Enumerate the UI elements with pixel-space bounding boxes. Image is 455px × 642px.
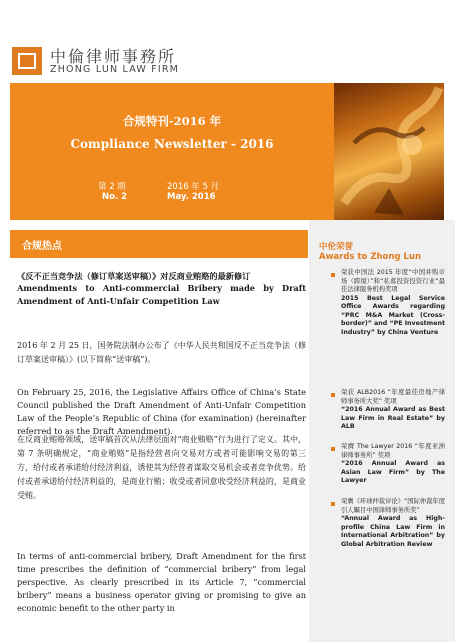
dragon-sculpture-image: [334, 83, 444, 220]
paragraph-cn-1: 2016 年 2 月 25 日，国务院法制办公布了《中华人民共和国反不正当竞争法（修订草案送审稿）》(以下简称“送审稿”)。: [17, 341, 306, 364]
paragraph-cn-2: 在反商业贿赂领域，送审稿首次从法律层面对“商业贿赂”行为进行了定义。其中，第 7 条明确规定，“商业贿赂”是指经营者向交易对方或者可能影响交易的第三方，给付或者承诺给付经济利益，诱使其为经营者谋取交易机会或者竞争优势。给付或者承诺给付经济利益的，是商业行贿；收受或者同意收受经济利益的，是商业受贿。: [17, 435, 306, 500]
brand-name-cn: 中倫律师事務所: [50, 47, 177, 66]
paragraph-en-2: In terms of anti-commercial bribery, Draft Amendment for the first time prescribes the definition of “commercial bribery” from legal perspective. As clearly prescribed in its Article 7, “commercial bribery” means a business operator giving or promising to give an economic benefit to the other party in: [17, 551, 306, 613]
issue-number-en: No. 2: [102, 192, 128, 202]
award-bullet-icon: [331, 447, 335, 451]
award-cn: 荣膺 The Lawyer 2016 “年度亚洲律师事务所” 奖项: [341, 443, 445, 459]
award-bullet-icon: [331, 502, 335, 506]
issue-number-cn: 第 2 期: [98, 182, 126, 192]
award-item: [341, 498, 445, 549]
logo-icon: [12, 47, 42, 75]
sidebar-title-cn: 中伦荣誉: [319, 242, 354, 252]
article-title-en: Amendments to Anti-commercial Bribery made by Draft Amendment of Anti-Unfair Competition Law: [17, 283, 306, 306]
newsletter-title-cn: 合规特刊-2016 年: [122, 114, 222, 128]
award-cn: 荣获 ALB2016 “年度最佳房地产律师事务所大奖” 奖项: [341, 389, 445, 405]
award-cn: 荣膺《环球仲裁评论》“国际仲裁年度引人瞩目中国律师事务所奖”: [341, 498, 446, 514]
award-item: [341, 389, 445, 432]
issue-date-cn: 2016 年 5 月: [167, 182, 220, 192]
award-cn: 荣获中国法 2015 年度“中国并购市场（跨境）”和“私募投资投资行业”最佳法律服务机构奖项: [341, 269, 445, 293]
sidebar-title-en: Awards to Zhong Lun: [319, 252, 421, 262]
award-en: “2016 Annual Award as Asian Law Firm” by The Lawyer: [341, 460, 445, 484]
brand-name-en: ZHONG LUN LAW FIRM: [50, 64, 180, 75]
article-title-cn: 《反不正当竞争法（修订草案送审稿）》对反商业贿赂的最新修订: [17, 271, 251, 281]
issue-date-en: May. 2016: [167, 192, 216, 202]
award-bullet-icon: [331, 393, 335, 397]
award-en: “Annual Award as High-profile China Law Firm in International Arbitration” by Global Arbitration Review: [341, 515, 445, 548]
award-bullet-icon: [331, 273, 335, 277]
newsletter-title-en: Compliance Newsletter - 2016: [70, 137, 274, 151]
award-item: [341, 269, 445, 337]
award-item: [341, 443, 445, 486]
award-en: 2015 Best Legal Service Office Awards regarding “PRC M&A Market (Cross-border)” and “PE Investment Industry” by China Venture: [341, 294, 445, 336]
section-title: 合规热点: [22, 241, 62, 252]
newsletter-banner: [10, 83, 444, 220]
paragraph-en-1: On February 25, 2016, the Legislative Affairs Office of China’s State Council published the Draft Amendment of Anti-Unfair Competition Law of the People’s Republic of China (for examination) (hereinafter referred to as the Draft Amendment).: [17, 387, 306, 436]
award-en: “2016 Annual Award as Best Law Firm in Real Estate” by ALB: [341, 406, 445, 430]
